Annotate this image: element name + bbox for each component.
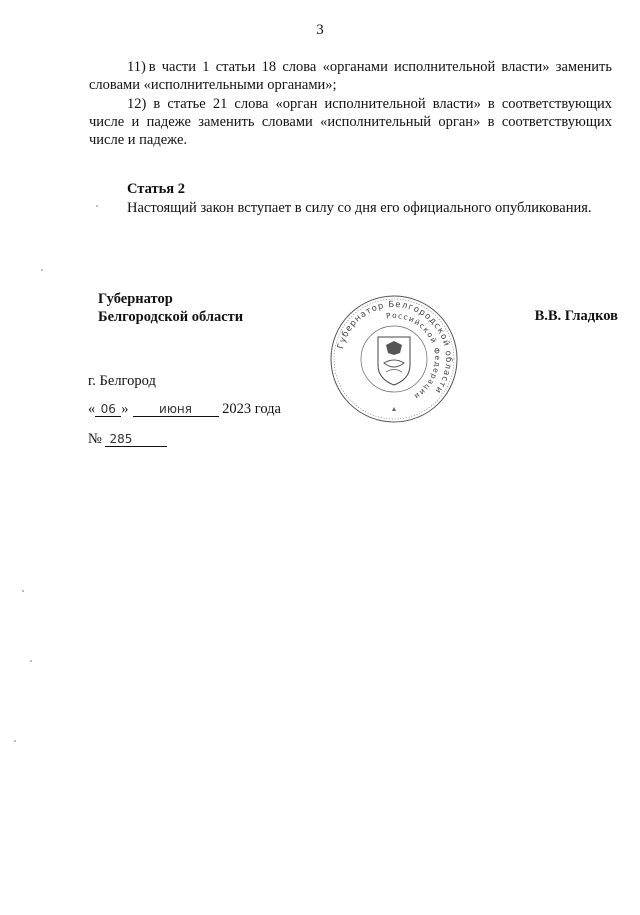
date-quote-close: » (121, 401, 129, 417)
article-2-text: Настоящий закон вступает в силу со дня его официального опубликования. (127, 200, 592, 216)
scan-speck (14, 740, 16, 742)
scan-speck (22, 590, 24, 592)
amendment-item-12: 12) в статье 21 слова «орган исполнительной власти» в соответствующих числе и падеже заменить словами «исполнительный орган» в соответствующих числе и падеже. (89, 96, 612, 148)
place-of-signing: г. Белгород (88, 373, 156, 389)
scan-speck (96, 205, 98, 207)
signer-title (98, 290, 243, 326)
signer-title-line-1: Губернатор (98, 291, 173, 307)
page-number: 3 (316, 22, 324, 38)
seal-outer-text: Губернатор Белгородской области (336, 299, 454, 396)
date-month: июня (133, 402, 219, 417)
number-sign: № (88, 431, 102, 447)
star-icon (392, 407, 396, 411)
date-year: 2023 года (222, 401, 281, 417)
signer-title-line-2: Белгородской области (98, 309, 244, 325)
date-day: 06 (95, 402, 121, 417)
scan-speck (41, 269, 43, 271)
signing-date (88, 401, 281, 418)
number-value: 285 (105, 432, 167, 447)
coat-of-arms-icon (378, 337, 410, 385)
scan-speck (30, 660, 32, 662)
seal-inner-text: Российской Федерации (385, 310, 443, 402)
official-seal (328, 293, 460, 425)
document-number (88, 431, 167, 448)
amendment-item-11: 11) в части 1 статьи 18 слова «органами исполнительной власти» заменить словами «исполнительными органами»; (89, 59, 612, 93)
article-2-heading: Статья 2 (127, 181, 185, 197)
date-quote-open: « (88, 401, 96, 417)
signer-name: В.В. Гладков (534, 308, 618, 324)
